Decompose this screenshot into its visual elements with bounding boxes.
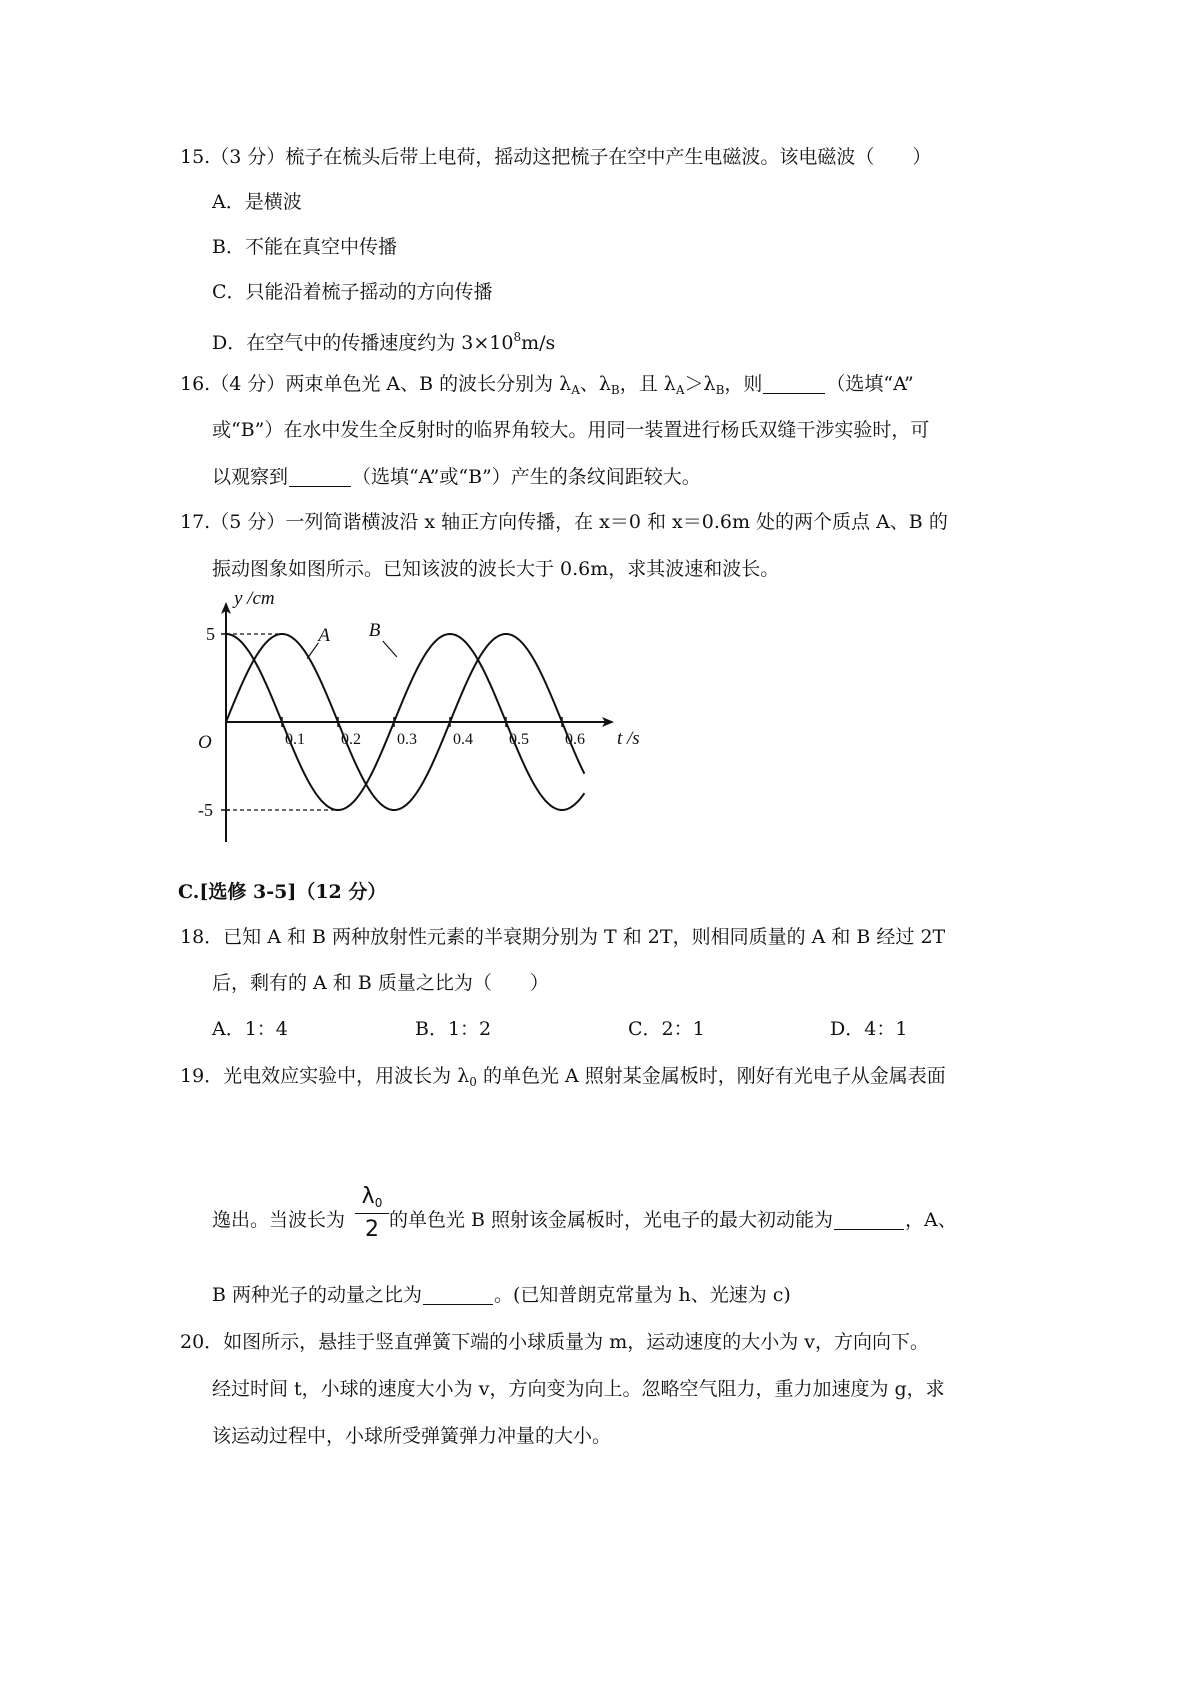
lambda-over-two-fraction: $\lambda_0$ 2 [355, 1183, 389, 1244]
q19-blank-1[interactable] [834, 1209, 904, 1230]
q16-blank-2[interactable] [289, 466, 351, 487]
q16-blank-1[interactable] [763, 373, 825, 394]
q18-line-2: 后，剩有的 A 和 B 质量之比为（ ） [212, 972, 549, 994]
series-b-label: B [368, 619, 381, 641]
q20-line-3: 该运动过程中，小球所受弹簧弹力冲量的大小。 [212, 1425, 612, 1447]
vibration-chart [180, 590, 700, 890]
series-b-leader [383, 641, 397, 657]
x-tick-label: 0.4 [453, 731, 473, 748]
q15-option-d: D．在空气中的传播速度约为 $3\times 10^8m/s$ [212, 330, 556, 354]
x-tick-label: 0.1 [285, 731, 305, 748]
q19-line-2-a: 逸出。当波长为 [212, 1209, 346, 1231]
q16-line-1: 16.（4 分）两束单色光 A、B 的波长分别为 $\lambda_A$、$\lambda_B$，且 $\lambda_A>\lambda_B$，则 （选填“A” [180, 373, 914, 397]
q18-option-a: A．1：4 [212, 1018, 288, 1040]
q20-line-2: 经过时间 t，小球的速度大小为 v，方向变为向上。忽略空气阻力，重力加速度为 g，求 [212, 1378, 945, 1400]
q18-line-1: 18．已知 A 和 B 两种放射性元素的半衰期分别为 T 和 2T，则相同质量的 A 和 B 经过 2T [180, 926, 946, 948]
x-axis-label: t /s [617, 728, 640, 749]
q18-option-c: C．2：1 [628, 1018, 705, 1040]
q18-option-d: D．4：1 [830, 1018, 908, 1040]
q16-line-3: 以观察到 （选填“A”或“B”）产生的条纹间距较大。 [212, 466, 701, 488]
y-tick-label: -5 [198, 800, 213, 820]
series-a-label: A [318, 625, 331, 647]
section-c-title: C.[选修 3-5]（12 分） [178, 881, 387, 903]
q20-line-1: 20．如图所示，悬挂于竖直弹簧下端的小球质量为 m，运动速度的大小为 v，方向向下。 [180, 1331, 930, 1353]
x-tick-label: 0.5 [509, 731, 529, 748]
q17-line-2: 振动图象如图所示。已知该波的波长大于 0.6m，求其波速和波长。 [212, 558, 780, 580]
series-a-leader [307, 643, 318, 659]
q19-line-2-b: 的单色光 B 照射该金属板时，光电子的最大初动能为 ，A、 [389, 1209, 957, 1231]
x-tick-label: 0.2 [341, 731, 361, 748]
q16-line-2: 或“B”）在水中发生全反射时的临界角较大。用同一装置进行杨氏双缝干涉实验时，可 [212, 419, 930, 441]
q17-line-1: 17.（5 分）一列简谐横波沿 x 轴正方向传播，在 x＝0 和 x＝0.6m 处的两个质点 A、B 的 [180, 511, 948, 533]
q15-stem: 15.（3 分）梳子在梳头后带上电荷，摇动这把梳子在空中产生电磁波。该电磁波（ ） [180, 146, 932, 168]
x-tick-label: 0.6 [565, 731, 585, 748]
y-axis-label: y /cm [234, 590, 275, 609]
q19-line-3: B 两种光子的动量之比为 。(已知普朗克常量为 h、光速为 c) [212, 1284, 791, 1306]
q15-option-b: B．不能在真空中传播 [212, 236, 397, 258]
q15-option-c: C．只能沿着梳子摇动的方向传播 [212, 281, 493, 303]
q19-blank-2[interactable] [423, 1284, 493, 1305]
origin-label: O [198, 732, 212, 753]
q15-option-a: A．是横波 [212, 191, 302, 213]
x-tick-label: 0.3 [397, 731, 417, 748]
q18-option-b: B．1：2 [415, 1018, 492, 1040]
q19-line-1: 19．光电效应实验中，用波长为 $\lambda_0$ 的单色光 A 照射某金属板时，刚好有光电子从金属表面 [180, 1065, 946, 1089]
y-tick-label: 5 [206, 624, 215, 644]
